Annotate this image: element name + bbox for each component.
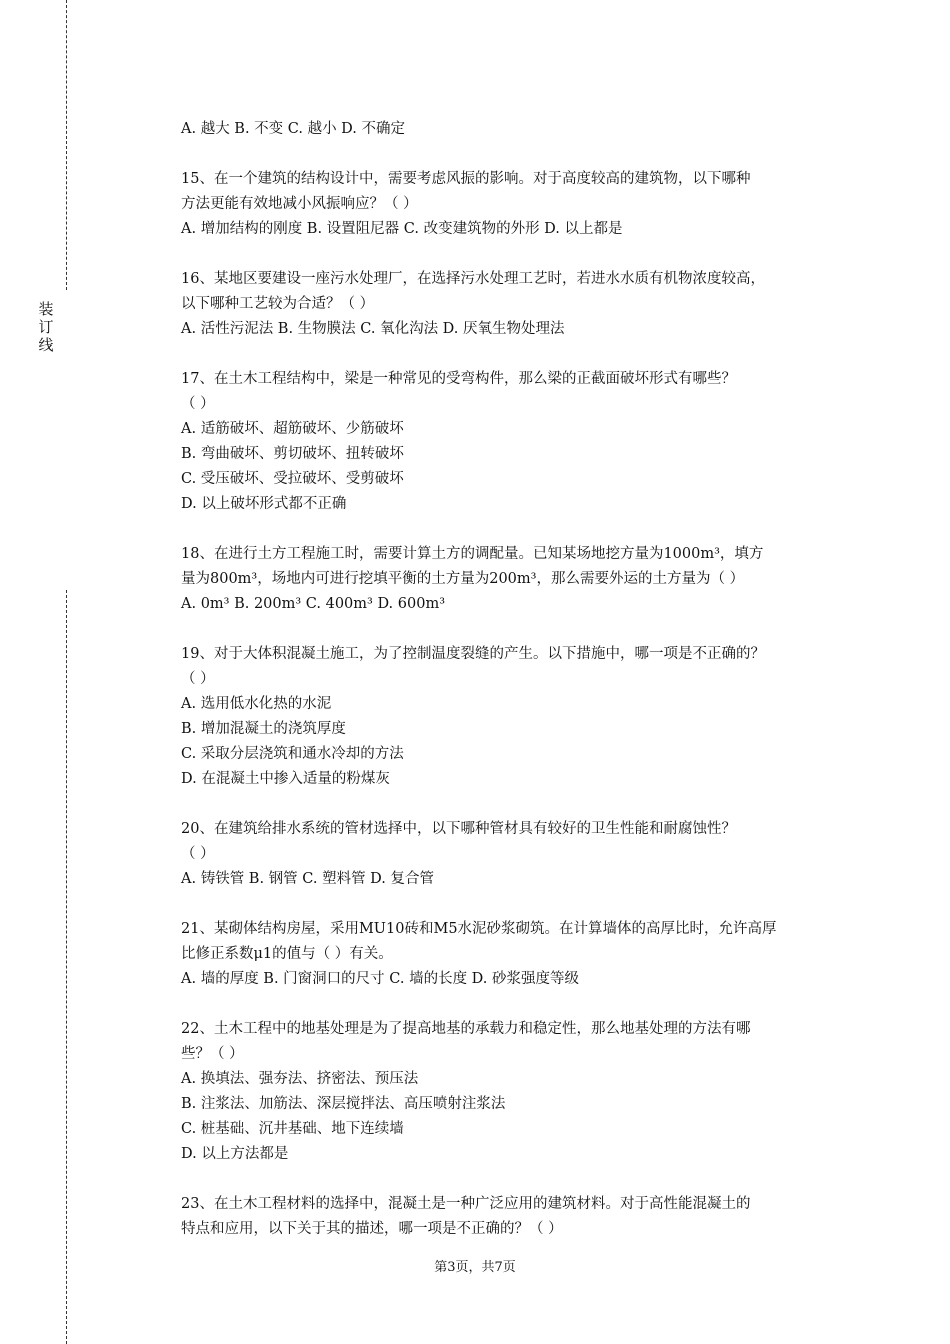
blank-line <box>181 1167 851 1192</box>
text-line: 23、在土木工程材料的选择中，混凝土是一种广泛应用的建筑材料。对于高性能混凝土的 <box>181 1196 751 1212</box>
text-line: A. 铸铁管 B. 钢管 C. 塑料管 D. 复合管 <box>181 871 435 887</box>
text-line: C. 采取分层浇筑和通水冷却的方法 <box>181 746 404 762</box>
blank-line <box>181 142 851 167</box>
blank-line <box>181 617 851 642</box>
text-line: D. 在混凝土中掺入适量的粉煤灰 <box>181 771 390 787</box>
text-line: A. 换填法、强夯法、挤密法、预压法 <box>181 1071 419 1087</box>
text-line: D. 以上破坏形式都不正确 <box>181 496 347 512</box>
text-line: A. 选用低水化热的水泥 <box>181 696 332 712</box>
binding-label: 装订线 <box>38 300 54 354</box>
text-line: 以下哪种工艺较为合适？（ ） <box>181 296 375 312</box>
text-line: A. 适筋破坏、超筋破坏、少筋破坏 <box>181 421 404 437</box>
text-line: B. 增加混凝土的浇筑厚度 <box>181 721 346 737</box>
text-line: 些？（ ） <box>181 1046 244 1062</box>
blank-line <box>181 342 851 367</box>
text-line: 20、在建筑给排水系统的管材选择中，以下哪种管材具有较好的卫生性能和耐腐蚀性？ <box>181 821 736 837</box>
text-line: 22、土木工程中的地基处理是为了提高地基的承载力和稳定性，那么地基处理的方法有哪 <box>181 1021 751 1037</box>
text-line: 21、某砌体结构房屋，采用MU10砖和M5水泥砂浆砌筑。在计算墙体的高厚比时，允许高厚 <box>181 921 777 937</box>
text-line: C. 受压破坏、受拉破坏、受剪破坏 <box>181 471 404 487</box>
text-line: A. 0m³ B. 200m³ C. 400m³ D. 600m³ <box>181 596 446 612</box>
text-line: 15、在一个建筑的结构设计中，需要考虑风振的影响。对于高度较高的建筑物，以下哪种 <box>181 171 751 187</box>
text-line: 19、对于大体积混凝土施工，为了控制温度裂缝的产生。以下措施中，哪一项是不正确的？ <box>181 646 765 662</box>
text-line: A. 越大 B. 不变 C. 越小 D. 不确定 <box>181 121 406 137</box>
text-line: 17、在土木工程结构中，梁是一种常见的受弯构件，那么梁的正截面破坏形式有哪些？ <box>181 371 736 387</box>
text-line: A. 活性污泥法 B. 生物膜法 C. 氧化沟法 D. 厌氧生物处理法 <box>181 321 565 337</box>
text-line: D. 以上方法都是 <box>181 1146 289 1162</box>
text-line: B. 注浆法、加筋法、深层搅拌法、高压喷射注浆法 <box>181 1096 506 1112</box>
text-line: （ ） <box>181 396 215 412</box>
blank-line <box>181 892 851 917</box>
text-line: B. 弯曲破坏、剪切破坏、扭转破坏 <box>181 446 404 462</box>
text-line: 特点和应用，以下关于其的描述，哪一项是不正确的？（ ） <box>181 1221 563 1237</box>
text-line: （ ） <box>181 671 215 687</box>
text-line: （ ） <box>181 846 215 862</box>
binding-line-top <box>66 0 67 290</box>
text-line: 方法更能有效地减小风振响应？（ ） <box>181 196 418 212</box>
text-line: 18、在进行土方工程施工时，需要计算土方的调配量。已知某场地挖方量为1000m³，填方 <box>181 546 764 562</box>
text-line: 比修正系数μ1的值与（ ）有关。 <box>181 946 393 962</box>
question-content <box>181 117 851 1242</box>
text-line: A. 墙的厚度 B. 门窗洞口的尺寸 C. 墙的长度 D. 砂浆强度等级 <box>181 971 580 987</box>
text-line: 量为800m³，场地内可进行挖填平衡的土方量为200m³，那么需要外运的土方量为（ ） <box>181 571 745 587</box>
blank-line <box>181 242 851 267</box>
binding-line-bottom <box>66 590 67 1344</box>
text-line: A. 增加结构的刚度 B. 设置阻尼器 C. 改变建筑物的外形 D. 以上都是 <box>181 221 623 237</box>
text-line: 16、某地区要建设一座污水处理厂，在选择污水处理工艺时，若进水水质有机物浓度较高， <box>181 271 765 287</box>
blank-line <box>181 792 851 817</box>
text-line: C. 桩基础、沉井基础、地下连续墙 <box>181 1121 404 1137</box>
blank-line <box>181 992 851 1017</box>
page-footer: 第3页，共7页 <box>434 1260 516 1275</box>
blank-line <box>181 517 851 542</box>
